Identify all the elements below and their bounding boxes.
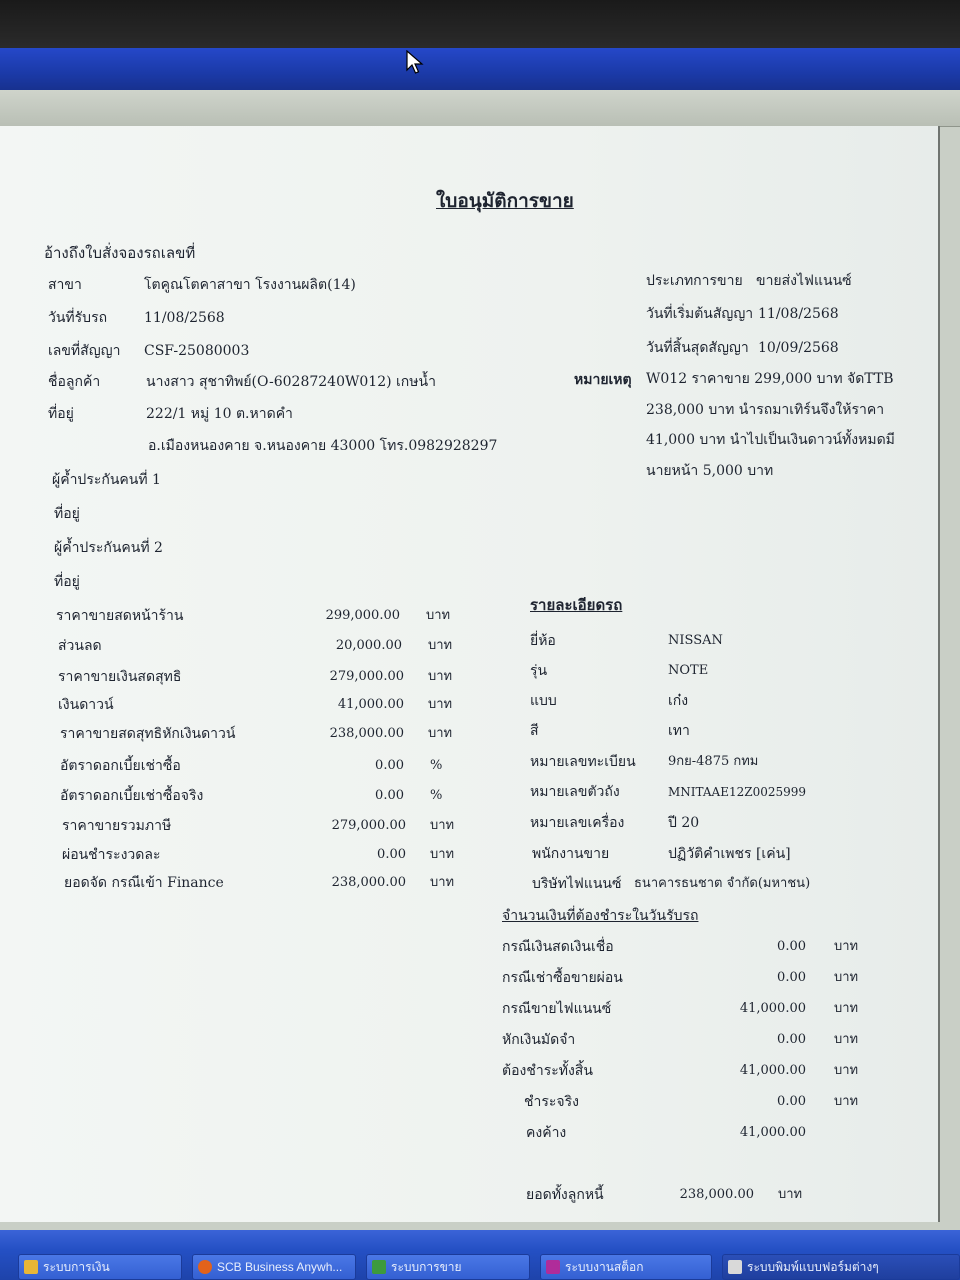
- taskbar-button-finance[interactable]: [18, 1254, 182, 1280]
- car-detail-label: สี: [530, 723, 539, 739]
- mouse-cursor-icon: [406, 50, 424, 76]
- price-row-unit: บาท: [430, 875, 455, 890]
- price-row-unit: บาท: [430, 818, 455, 833]
- remark-line: 238,000 บาท นำรถมาเทิร์นจึงให้ราคา: [646, 402, 885, 418]
- firefox-icon: [198, 1260, 212, 1274]
- customer-value: นางสาว สุชาทิพย์(O-60287240W012) เกษน้ำ: [146, 374, 436, 390]
- payment-row-unit: บาท: [834, 1094, 859, 1109]
- price-row-label: ผ่อนชำระงวดละ: [62, 847, 161, 863]
- guarantor2-address-label: ที่อยู่: [54, 574, 80, 590]
- price-row-unit: %: [430, 758, 443, 773]
- price-row-label: ยอดจัด กรณีเข้า Finance: [64, 875, 224, 891]
- price-row-label: ราคาขายรวมภาษี: [62, 818, 172, 834]
- guarantor2-label: ผู้ค้ำประกันคนที่ 2: [54, 540, 163, 556]
- debt-total-value: 238,000.00: [679, 1187, 754, 1202]
- payment-row-unit: บาท: [834, 1001, 859, 1016]
- price-row-value: 279,000.00: [331, 818, 406, 833]
- sale-type-value: ขายส่งไฟแนนซ์: [756, 273, 852, 289]
- car-detail-value: ปี 20: [668, 815, 700, 831]
- price-row-label: ราคาขายเงินสดสุทธิ: [58, 669, 182, 685]
- payment-row-label: ชำระจริง: [524, 1094, 579, 1110]
- taskbar-button-scb[interactable]: [192, 1254, 356, 1280]
- delivery-date-value: 11/08/2568: [144, 310, 225, 326]
- viewer-toolbar: [0, 90, 960, 127]
- payment-row-unit: บาท: [834, 1063, 859, 1078]
- address-line1: 222/1 หมู่ 10 ต.หาดคำ: [146, 406, 293, 422]
- customer-label: ชื่อลูกค้า: [48, 374, 101, 390]
- price-row-value: 0.00: [377, 847, 406, 862]
- payment-row-label: ต้องชำระทั้งสิ้น: [502, 1063, 593, 1079]
- contract-no-value: CSF-25080003: [144, 343, 250, 359]
- app-icon: [24, 1260, 38, 1274]
- car-detail-value: เก๋ง: [668, 693, 689, 709]
- payment-row-value: 41,000.00: [739, 1125, 806, 1140]
- car-detail-value: MNITAAE12Z0025999: [668, 785, 807, 799]
- address-line2: อ.เมืองหนองคาย จ.หนองคาย 43000 โทร.0982928297: [148, 438, 498, 454]
- price-row-value: 238,000.00: [329, 726, 404, 741]
- car-detail-label: ยี่ห้อ: [530, 633, 556, 649]
- remark-line: 41,000 บาท นำไปเป็นเงินดาวน์ทั้งหมดมี: [646, 432, 895, 448]
- payment-row-value: 0.00: [777, 939, 806, 954]
- car-detail-label: รุ่น: [530, 663, 548, 679]
- payment-row-unit: บาท: [834, 970, 859, 985]
- remark-label: หมายเหตุ: [574, 372, 632, 388]
- remark-line: นายหน้า 5,000 บาท: [646, 463, 774, 479]
- app-icon: [546, 1260, 560, 1274]
- price-row-label: ส่วนลด: [58, 638, 102, 654]
- car-detail-label: หมายเลขเครื่อง: [530, 815, 625, 831]
- price-row-label: อัตราดอกเบี้ยเช่าซื้อ: [60, 758, 181, 774]
- car-detail-label: แบบ: [530, 693, 557, 709]
- car-detail-value: NISSAN: [668, 633, 723, 648]
- price-row-unit: %: [430, 788, 443, 803]
- payment-row-label: หักเงินมัดจำ: [502, 1032, 576, 1048]
- car-detail-value: NOTE: [668, 663, 709, 678]
- price-row-value: 279,000.00: [329, 669, 404, 684]
- payment-row-label: กรณีเงินสดเงินเชื่อ: [502, 939, 614, 955]
- price-row-unit: บาท: [428, 697, 453, 712]
- debt-total-label: ยอดทั้งลูกหนี้: [526, 1187, 604, 1203]
- car-detail-label: หมายเลขตัวถัง: [530, 784, 620, 800]
- payment-row-unit: บาท: [834, 939, 859, 954]
- taskbar-button-label: ระบบการขาย: [391, 1260, 462, 1274]
- payment-row-value: 0.00: [777, 1094, 806, 1109]
- delivery-date-label: วันที่รับรถ: [48, 310, 108, 326]
- taskbar-button-label: ระบบการเงิน: [43, 1260, 110, 1274]
- payment-row-value: 41,000.00: [739, 1063, 806, 1078]
- document-icon: [728, 1260, 742, 1274]
- car-details-header: รายละเอียดรถ: [530, 596, 623, 614]
- payment-row-value: 41,000.00: [739, 1001, 806, 1016]
- car-detail-label: บริษัทไฟแนนซ์: [532, 876, 622, 892]
- document-title: ใบอนุมัติการขาย: [436, 190, 574, 212]
- payment-row-unit: บาท: [834, 1032, 859, 1047]
- payment-row-label: คงค้าง: [526, 1125, 567, 1141]
- payment-header: จำนวนเงินที่ต้องชำระในวันรับรถ: [502, 908, 699, 924]
- guarantor1-label: ผู้ค้ำประกันคนที่ 1: [52, 472, 161, 488]
- price-row-value: 41,000.00: [337, 697, 404, 712]
- car-detail-value: 9กย-4875 กทม: [668, 754, 759, 769]
- car-detail-value: ปฏิวัติคำเพชร [เค่น]: [668, 846, 791, 862]
- taskbar-button-sales[interactable]: [366, 1254, 530, 1280]
- monitor-bezel: [0, 0, 960, 50]
- price-row-unit: บาท: [428, 726, 453, 741]
- contract-no-label: เลขที่สัญญา: [48, 343, 121, 359]
- car-detail-value: เทา: [668, 723, 690, 739]
- contract-end-value: 10/09/2568: [758, 340, 839, 356]
- sale-type-label: ประเภทการขาย: [646, 273, 743, 289]
- price-row-unit: บาท: [430, 847, 455, 862]
- price-row-value: 0.00: [375, 758, 404, 773]
- car-detail-value: ธนาคารธนชาต จำกัด(มหาชน): [634, 876, 811, 891]
- taskbar-button-label: ระบบพิมพ์แบบฟอร์มต่างๆ: [747, 1260, 879, 1274]
- price-row-value: 299,000.00: [325, 608, 400, 623]
- price-row-value: 0.00: [375, 788, 404, 803]
- car-detail-label: หมายเลขทะเบียน: [530, 754, 636, 770]
- payment-row-label: กรณีเช่าซื้อขายผ่อน: [502, 970, 623, 986]
- contract-start-value: 11/08/2568: [758, 306, 839, 322]
- app-icon: [372, 1260, 386, 1274]
- taskbar-button-label: ระบบงานสต็อก: [565, 1260, 644, 1274]
- price-row-value: 20,000.00: [335, 638, 402, 653]
- address-label: ที่อยู่: [48, 406, 74, 422]
- price-row-unit: บาท: [426, 608, 451, 623]
- remark-line: W012 ราคาขาย 299,000 บาท จัดTTB: [646, 371, 894, 387]
- price-row-unit: บาท: [428, 669, 453, 684]
- branch-label: สาขา: [48, 277, 82, 293]
- payment-row-label: กรณีขายไฟแนนซ์: [502, 1001, 612, 1017]
- guarantor1-address-label: ที่อยู่: [54, 506, 80, 522]
- price-row-label: ราคาขายสดหน้าร้าน: [56, 608, 184, 624]
- contract-end-label: วันที่สิ้นสุดสัญญา: [646, 340, 749, 356]
- price-row-unit: บาท: [428, 638, 453, 653]
- taskbar-button-stock[interactable]: [540, 1254, 712, 1280]
- debt-total-unit: บาท: [778, 1187, 803, 1202]
- price-row-label: เงินดาวน์: [58, 697, 114, 713]
- booking-reference-label: อ้างถึงใบสั่งจองรถเลขที่: [44, 244, 196, 262]
- payment-row-value: 0.00: [777, 1032, 806, 1047]
- price-row-label: ราคาขายสดสุทธิหักเงินดาวน์: [60, 726, 236, 742]
- taskbar-button-print-forms[interactable]: [722, 1254, 960, 1280]
- branch-value: โตคูณโตคาสาขา โรงงานผลิต(14): [144, 277, 356, 293]
- car-detail-label: พนักงานขาย: [532, 846, 610, 862]
- price-row-label: อัตราดอกเบี้ยเช่าซื้อจริง: [60, 788, 204, 804]
- window-titlebar[interactable]: [0, 48, 960, 90]
- payment-row-value: 0.00: [777, 970, 806, 985]
- taskbar-button-label: SCB Business Anywh...: [217, 1260, 343, 1274]
- price-row-value: 238,000.00: [331, 875, 406, 890]
- contract-start-label: วันที่เริ่มต้นสัญญา: [646, 306, 754, 322]
